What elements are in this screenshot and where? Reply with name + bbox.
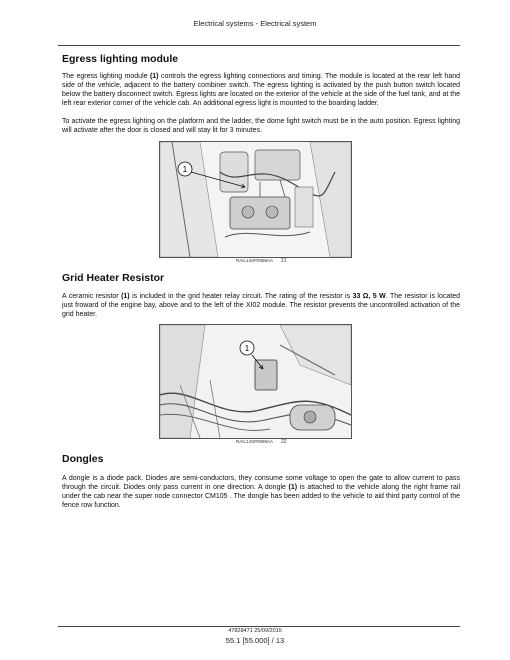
figure-callout-label: 1 <box>182 165 188 174</box>
section-title-dongles: Dongles <box>62 453 104 465</box>
figure-callout-label: 1 <box>244 344 250 353</box>
running-header: Electrical systems - Electrical system <box>193 19 317 28</box>
callout-ref: (1) <box>149 73 159 80</box>
egress-paragraph-2: To activate the egress lighting on the platform and the ladder, the dome light switch must be in the auto position. Egress lighting will activate after the door is closed and will stay lit for 3 minutes. <box>62 118 460 134</box>
footer-doc-ref: 47828471 25/09/2015 <box>228 628 282 634</box>
figure-caption: RAIL14SP0089AA 22 <box>236 439 287 445</box>
figure-caption: RAIL14SP0088AA 21 <box>236 258 287 264</box>
resistor-rating: 33 Ω, 5 W <box>352 293 386 300</box>
egress-paragraph-1: The egress lighting module (1) controls the egress lighting connections and timing. The module is located at the rear left hand side of the vehicle, adjacent to the battery combiner switch. The egress lighting is activated by the push button switch located below the battery disconnect switch. Egress lights are located on the exterior of the vehicle at the side of the fuel tank, and at the left rear exterior corner of the vehicle cab. An additional egress light is mounted to the boarding ladder. <box>62 73 460 107</box>
footer-page-ref: 55.1 [55.000] / 13 <box>225 636 285 645</box>
grid-heater-resistor-photo <box>159 324 352 439</box>
header-rule <box>58 45 460 46</box>
grid-heater-paragraph: A ceramic resistor (1) is included in the grid heater relay circuit. The rating of the resistor is 33 Ω, 5 W. The resistor is located just froward of the engine bay, above and to the left of the XI02 module. The resistor prevents the uncontrolled activation of the grid heater. <box>62 293 460 318</box>
callout-ref: (1) <box>121 293 130 300</box>
footer-rule <box>58 626 460 627</box>
callout-ref: (1) <box>288 484 298 491</box>
egress-module-photo <box>159 141 352 258</box>
section-title-grid-heater: Grid Heater Resistor <box>62 272 165 284</box>
section-title-egress: Egress lighting module <box>62 53 179 65</box>
dongles-paragraph: A dongle is a diode pack. Diodes are semi-conductors, they consume some voltage to open the gate to allow current to pass through the circuit. Diodes only pass current in one direction. A dongle (1) is attached to the vehicle along the right frame rail under the cab near the super node connector CM105 . The dongle has been added to the vehicle to aid third party control of the fence row function. <box>62 475 461 509</box>
